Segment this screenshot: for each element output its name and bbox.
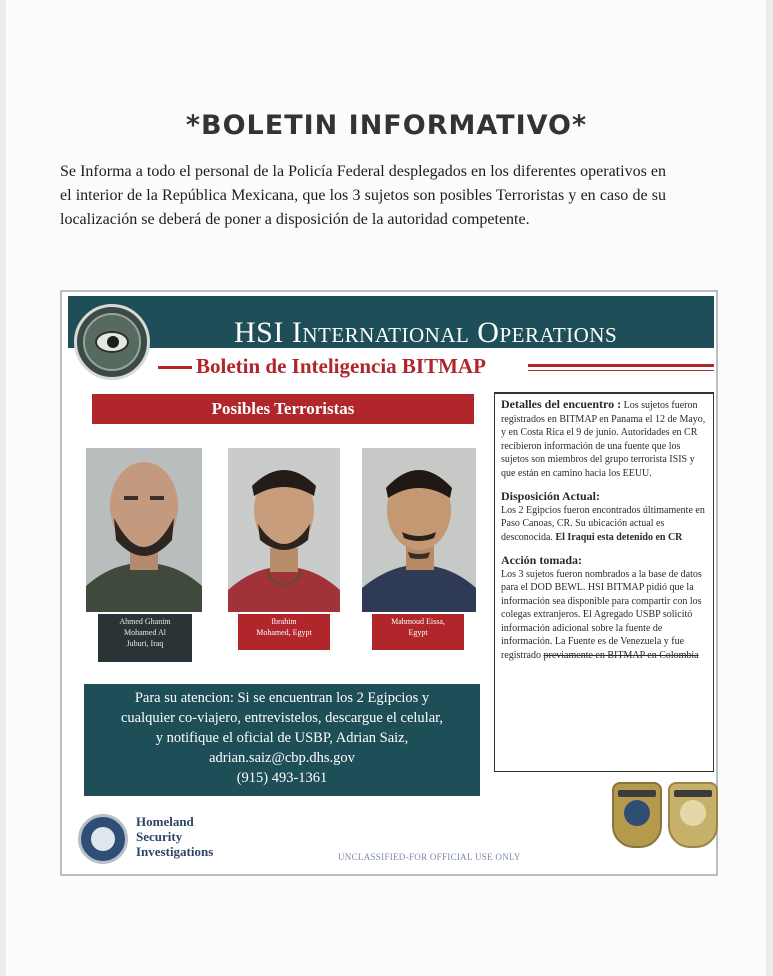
suspect-photo-3	[362, 448, 476, 612]
disposicion-heading: Disposición Actual:	[501, 489, 601, 503]
red-rule-right	[528, 364, 714, 367]
attention-box	[84, 684, 480, 796]
suspect-2-name-line-2: Mohamed, Egypt	[256, 628, 312, 637]
hsi-eye-seal-icon	[74, 304, 150, 380]
suspect-1-name-line-3: Juburi, Iraq	[126, 639, 164, 648]
attention-line-2: cualquier co-viajero, entrevistelos, descargue el celular,	[120, 710, 444, 726]
poster-subtitle: Boletin de Inteligencia BITMAP	[196, 354, 486, 378]
classification-label: UNCLASSIFIED-FOR OFFICIAL USE ONLY	[338, 852, 521, 862]
details-section	[501, 398, 707, 480]
details-column	[494, 392, 714, 772]
suspect-caption-2	[238, 614, 330, 650]
agency-line-1: Homeland	[136, 814, 194, 829]
attention-line-1: Para su atencion: Si se encuentran los 2 Egipcios y	[134, 690, 430, 706]
attention-phone: (915) 493-1361	[236, 770, 328, 786]
suspect-2-name-line-1: Ibrahim	[271, 617, 297, 626]
disposicion-bold-text: El Iraqui esta detenido en CR	[555, 531, 683, 543]
details-heading: Detalles del encuentro :	[501, 397, 622, 411]
red-rule-right-thin	[528, 370, 714, 371]
boletin-title: *BOLETIN INFORMATIVO*	[185, 110, 588, 141]
suspect-1-name-line-2: Mohamed Al	[124, 628, 166, 637]
police-badge-icon	[668, 782, 718, 848]
agency-line-3: Investigations	[136, 844, 214, 859]
dhs-badge-icon	[612, 782, 662, 848]
attention-line-3: y notifique el oficial de USBP, Adrian Saiz,	[155, 730, 409, 746]
red-rule-left	[158, 366, 192, 369]
suspect-3-name-line-2: Egypt	[408, 628, 428, 637]
attention-email: adrian.saiz@cbp.dhs.gov	[209, 750, 355, 766]
suspect-caption-3	[372, 614, 464, 650]
disposicion-section	[501, 490, 707, 544]
section-label: Posibles Terroristas	[92, 394, 474, 424]
hsi-agency-name	[136, 814, 213, 859]
dhs-seal-icon	[78, 814, 128, 864]
suspect-photo-1	[86, 448, 202, 612]
suspect-1-name-line-1: Ahmed Ghanim	[119, 617, 171, 626]
disposicion-text: Los 2 Egipcios fueron encontrados últimamente en Paso Canoas, CR. Su ubicación actual es desconocida.	[501, 504, 705, 543]
accion-heading: Acción tomada:	[501, 553, 582, 567]
suspect-3-name-line-1: Mahmoud Eissa,	[391, 617, 445, 626]
poster-header-title: HSI International Operations	[234, 316, 618, 349]
intro-paragraph: Se Informa a todo el personal de la Policía Federal desplegados en los diferentes operativos en el interior de la República Mexicana, que los 3 sujetos son posibles Terroristas y en caso de su localización se deberá de poner a disposición de la autoridad competente.	[60, 163, 666, 228]
accion-section	[501, 554, 707, 662]
intelligence-poster	[60, 290, 718, 876]
suspect-photo-2	[228, 448, 340, 612]
accion-crossed-text: previamente en BITMAP en Colombia	[543, 649, 699, 661]
agency-line-2: Security	[136, 829, 183, 844]
details-text: Los sujetos fueron registrados en BITMAP en Panama el 12 de Mayo, y en Costa Rica el 9 de junio. Autoridades en CR recibieron información de una fuente que los sujetos son miembros del grupo terrorista ISIS y que están en camino hacia los EEUU.	[501, 400, 706, 479]
accion-text: Los 3 sujetos fueron nombrados a la base de datos para el DOD BEWL. HSI BITMAP pidió que la información sea disponible para compartir con los colegas extranjeros. El Agregado USBP solicitó información adicional sobre la fuente de información. La Fuente es de Venezuela y fue registrado	[501, 568, 702, 661]
suspect-caption-1	[98, 614, 192, 662]
